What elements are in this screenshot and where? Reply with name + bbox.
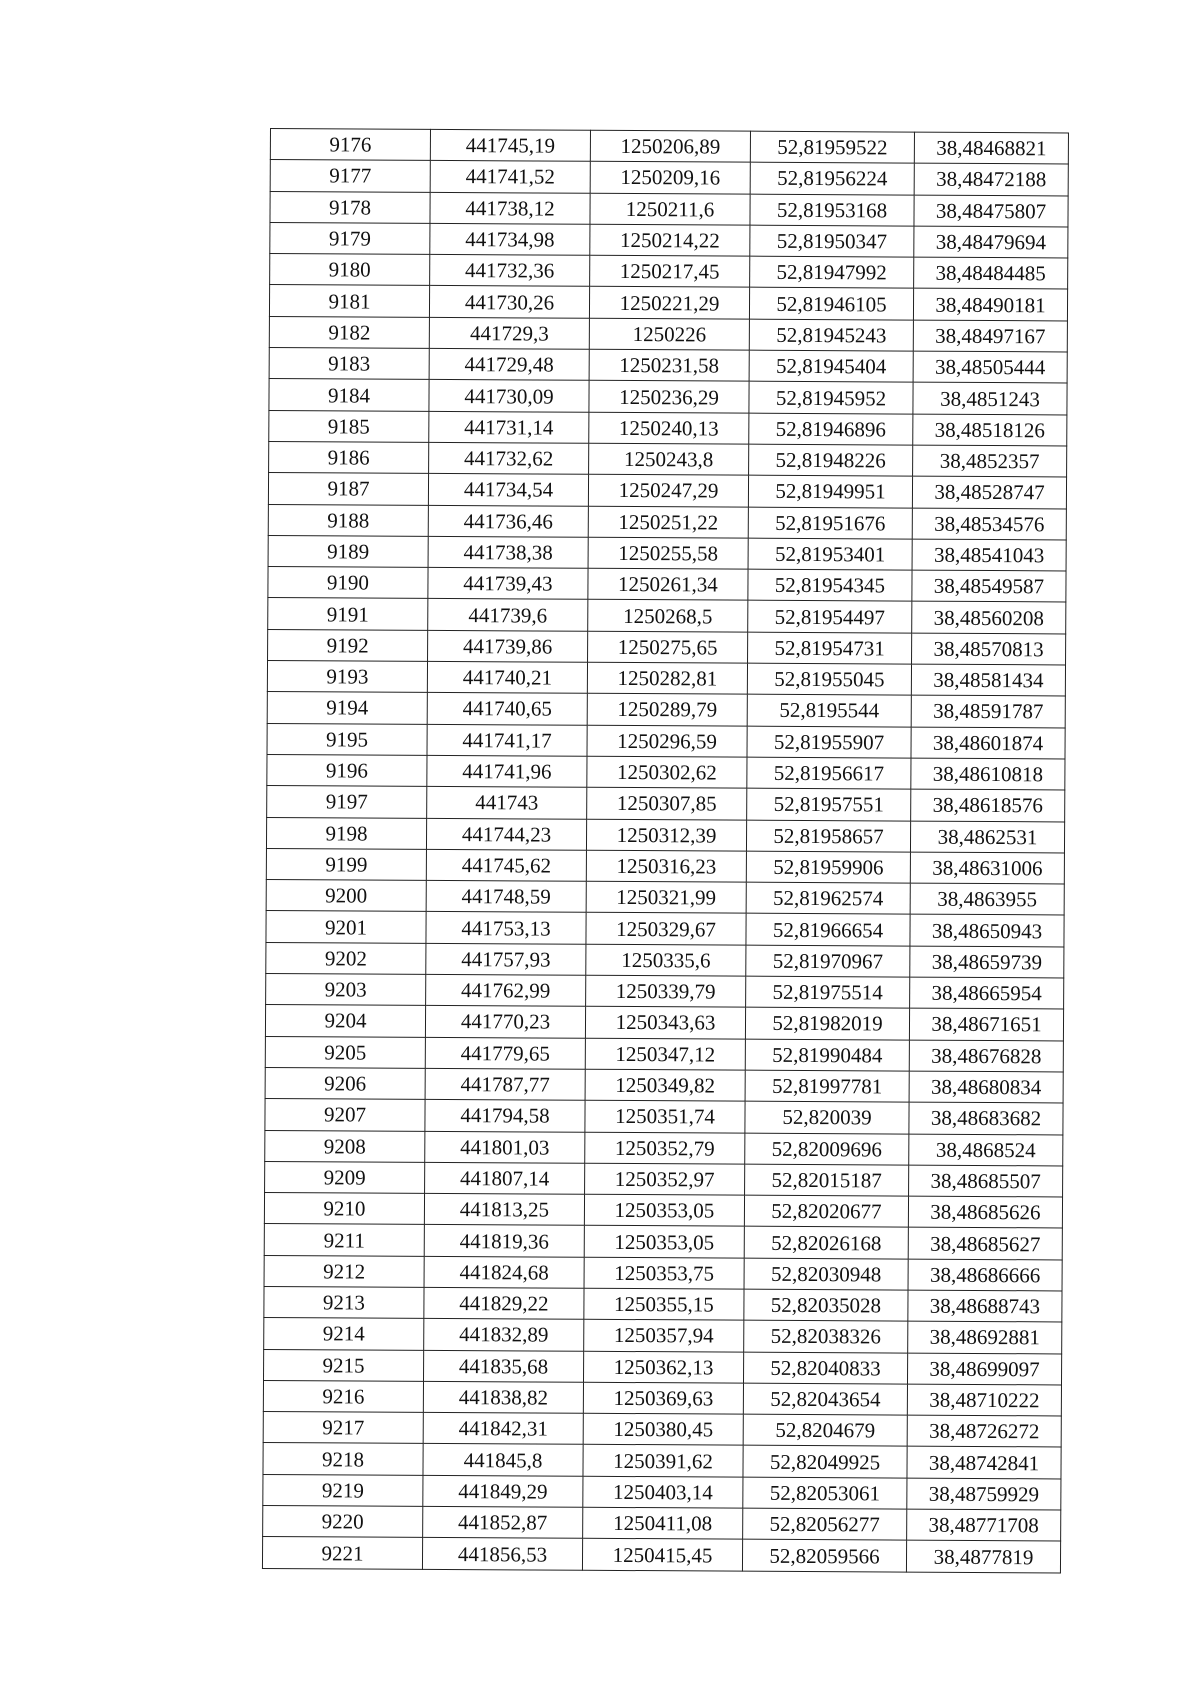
- point-number-cell: 9206: [265, 1067, 425, 1099]
- latitude-cell: 52,81955907: [747, 726, 911, 758]
- table-row: [264, 1224, 1062, 1260]
- x-coordinate-cell: 441739,86: [428, 630, 588, 662]
- latitude-cell: 52,81966654: [746, 914, 910, 946]
- y-coordinate-cell: 1250221,29: [589, 287, 749, 319]
- latitude-cell: 52,81957551: [747, 788, 911, 820]
- y-coordinate-cell: 1250329,67: [586, 913, 746, 945]
- latitude-cell: 52,81945404: [749, 350, 913, 382]
- latitude-cell: 52,82020677: [744, 1195, 908, 1227]
- latitude-cell: 52,81953401: [748, 538, 912, 570]
- y-coordinate-cell: 1250268,5: [588, 600, 748, 632]
- point-number-cell: 9195: [267, 723, 427, 755]
- latitude-cell: 52,81945952: [749, 382, 913, 414]
- point-number-cell: 9179: [270, 222, 430, 254]
- point-number-cell: 9189: [268, 535, 428, 567]
- longitude-cell: 38,48685626: [908, 1196, 1062, 1228]
- y-coordinate-cell: 1250240,13: [589, 412, 749, 444]
- table-row: [263, 1474, 1061, 1510]
- point-number-cell: 9221: [262, 1537, 422, 1569]
- point-number-cell: 9205: [265, 1036, 425, 1068]
- table-row: [264, 1349, 1062, 1385]
- y-coordinate-cell: 1250351,74: [585, 1100, 745, 1132]
- longitude-cell: 38,48665954: [910, 977, 1064, 1009]
- longitude-cell: 38,48601874: [911, 727, 1065, 759]
- point-number-cell: 9202: [266, 942, 426, 974]
- latitude-cell: 52,81990484: [745, 1039, 909, 1071]
- y-coordinate-cell: 1250282,81: [587, 662, 747, 694]
- point-number-cell: 9176: [270, 129, 430, 161]
- table-row: [265, 1161, 1063, 1197]
- point-number-cell: 9214: [264, 1318, 424, 1350]
- y-coordinate-cell: 1250411,08: [583, 1507, 743, 1539]
- y-coordinate-cell: 1250352,97: [585, 1163, 745, 1195]
- table-row: [266, 848, 1064, 884]
- point-number-cell: 9185: [269, 410, 429, 442]
- x-coordinate-cell: 441770,23: [425, 1006, 585, 1038]
- table-row: [264, 1193, 1062, 1229]
- x-coordinate-cell: 441739,6: [428, 599, 588, 631]
- point-number-cell: 9207: [265, 1099, 425, 1131]
- table-row: [268, 598, 1066, 634]
- table-row: [267, 661, 1065, 697]
- x-coordinate-cell: 441734,54: [428, 474, 588, 506]
- x-coordinate-cell: 441835,68: [424, 1350, 584, 1382]
- table-row: [269, 348, 1067, 384]
- y-coordinate-cell: 1250391,62: [583, 1445, 743, 1477]
- x-coordinate-cell: 441738,12: [430, 192, 590, 224]
- longitude-cell: 38,48688743: [908, 1290, 1062, 1322]
- longitude-cell: 38,48631006: [910, 852, 1064, 884]
- latitude-cell: 52,81955045: [747, 663, 911, 695]
- latitude-cell: 52,82040833: [743, 1352, 907, 1384]
- y-coordinate-cell: 1250226: [589, 318, 749, 350]
- y-coordinate-cell: 1250231,58: [589, 349, 749, 381]
- point-number-cell: 9208: [265, 1130, 425, 1162]
- latitude-cell: 52,81953168: [750, 194, 914, 226]
- table-row: [264, 1318, 1062, 1354]
- longitude-cell: 38,48560208: [912, 602, 1066, 634]
- y-coordinate-cell: 1250335,6: [586, 944, 746, 976]
- x-coordinate-cell: 441740,21: [427, 661, 587, 693]
- longitude-cell: 38,48497167: [913, 320, 1067, 352]
- latitude-cell: 52,82009696: [745, 1133, 909, 1165]
- table-row: [269, 410, 1067, 446]
- y-coordinate-cell: 1250251,22: [588, 506, 748, 538]
- longitude-cell: 38,48528747: [912, 476, 1066, 508]
- longitude-cell: 38,48610818: [911, 758, 1065, 790]
- latitude-cell: 52,81951676: [748, 507, 912, 539]
- x-coordinate-cell: 441849,29: [423, 1475, 583, 1507]
- y-coordinate-cell: 1250362,13: [584, 1351, 744, 1383]
- x-coordinate-cell: 441757,93: [426, 943, 586, 975]
- longitude-cell: 38,48549587: [912, 570, 1066, 602]
- point-number-cell: 9180: [270, 254, 430, 286]
- table-row: [267, 786, 1065, 822]
- table-row: [268, 567, 1066, 603]
- point-number-cell: 9190: [268, 567, 428, 599]
- x-coordinate-cell: 441745,62: [426, 849, 586, 881]
- y-coordinate-cell: 1250261,34: [588, 568, 748, 600]
- table-row: [269, 316, 1067, 352]
- longitude-cell: 38,48541043: [912, 539, 1066, 571]
- longitude-cell: 38,4868524: [909, 1134, 1063, 1166]
- longitude-cell: 38,4877819: [906, 1540, 1060, 1572]
- x-coordinate-cell: 441738,38: [428, 536, 588, 568]
- table-row: [269, 285, 1067, 321]
- x-coordinate-cell: 441732,36: [430, 255, 590, 287]
- point-number-cell: 9200: [266, 880, 426, 912]
- point-number-cell: 9203: [266, 974, 426, 1006]
- longitude-cell: 38,48676828: [909, 1040, 1063, 1072]
- table-row: [266, 880, 1064, 916]
- table-row: [265, 1036, 1063, 1072]
- longitude-cell: 38,48475807: [914, 195, 1068, 227]
- x-coordinate-cell: 441729,48: [429, 348, 589, 380]
- x-coordinate-cell: 441730,09: [429, 380, 589, 412]
- point-number-cell: 9210: [264, 1193, 424, 1225]
- longitude-cell: 38,48484485: [914, 257, 1068, 289]
- y-coordinate-cell: 1250211,6: [590, 193, 750, 225]
- table-row: [269, 441, 1067, 477]
- x-coordinate-cell: 441801,03: [425, 1131, 585, 1163]
- point-number-cell: 9183: [269, 348, 429, 380]
- latitude-cell: 52,82059566: [742, 1540, 906, 1572]
- latitude-cell: 52,81975514: [746, 976, 910, 1008]
- point-number-cell: 9215: [264, 1349, 424, 1381]
- y-coordinate-cell: 1250343,63: [585, 1007, 745, 1039]
- y-coordinate-cell: 1250321,99: [586, 881, 746, 913]
- y-coordinate-cell: 1250247,29: [588, 475, 748, 507]
- y-coordinate-cell: 1250214,22: [590, 224, 750, 256]
- y-coordinate-cell: 1250369,63: [583, 1382, 743, 1414]
- x-coordinate-cell: 441842,31: [423, 1413, 583, 1445]
- table-row: [270, 129, 1068, 165]
- latitude-cell: 52,82030948: [744, 1258, 908, 1290]
- table-row: [263, 1380, 1061, 1416]
- x-coordinate-cell: 441832,89: [424, 1319, 584, 1351]
- longitude-cell: 38,48671651: [909, 1008, 1063, 1040]
- x-coordinate-cell: 441740,65: [427, 693, 587, 725]
- y-coordinate-cell: 1250236,29: [589, 381, 749, 413]
- table-row: [264, 1255, 1062, 1291]
- x-coordinate-cell: 441779,65: [425, 1037, 585, 1069]
- point-number-cell: 9181: [269, 285, 429, 317]
- longitude-cell: 38,48726272: [907, 1415, 1061, 1447]
- y-coordinate-cell: 1250353,05: [584, 1194, 744, 1226]
- table-row: [266, 911, 1064, 947]
- y-coordinate-cell: 1250380,45: [583, 1413, 743, 1445]
- longitude-cell: 38,48490181: [913, 289, 1067, 321]
- latitude-cell: 52,82035028: [744, 1289, 908, 1321]
- point-number-cell: 9220: [263, 1506, 423, 1538]
- x-coordinate-cell: 441736,46: [428, 505, 588, 537]
- latitude-cell: 52,81948226: [749, 444, 913, 476]
- latitude-cell: 52,81954731: [748, 632, 912, 664]
- latitude-cell: 52,81954345: [748, 569, 912, 601]
- longitude-cell: 38,48570813: [912, 633, 1066, 665]
- latitude-cell: 52,81949951: [748, 475, 912, 507]
- longitude-cell: 38,4862531: [910, 821, 1064, 853]
- latitude-cell: 52,81950347: [750, 225, 914, 257]
- longitude-cell: 38,48518126: [913, 414, 1067, 446]
- table-row: [270, 160, 1068, 196]
- y-coordinate-cell: 1250353,05: [584, 1226, 744, 1258]
- y-coordinate-cell: 1250347,12: [585, 1038, 745, 1070]
- latitude-cell: 52,8204679: [743, 1414, 907, 1446]
- coordinates-table: [262, 128, 1069, 1573]
- table-row: [269, 379, 1067, 415]
- y-coordinate-cell: 1250355,15: [584, 1288, 744, 1320]
- latitude-cell: 52,81956617: [747, 757, 911, 789]
- table-row: [266, 817, 1064, 853]
- table-row: [266, 942, 1064, 978]
- table-row: [267, 692, 1065, 728]
- longitude-cell: 38,48683682: [909, 1102, 1063, 1134]
- x-coordinate-cell: 441838,82: [423, 1381, 583, 1413]
- point-number-cell: 9196: [267, 754, 427, 786]
- longitude-cell: 38,48618576: [911, 789, 1065, 821]
- x-coordinate-cell: 441787,77: [425, 1068, 585, 1100]
- longitude-cell: 38,48699097: [907, 1353, 1061, 1385]
- table-row: [263, 1506, 1061, 1542]
- latitude-cell: 52,81947992: [750, 256, 914, 288]
- point-number-cell: 9209: [265, 1161, 425, 1193]
- x-coordinate-cell: 441807,14: [425, 1162, 585, 1194]
- longitude-cell: 38,48742841: [907, 1447, 1061, 1479]
- x-coordinate-cell: 441856,53: [422, 1538, 582, 1570]
- longitude-cell: 38,48534576: [912, 508, 1066, 540]
- table-row: [267, 754, 1065, 790]
- table-row: [265, 1067, 1063, 1103]
- x-coordinate-cell: 441744,23: [426, 818, 586, 850]
- longitude-cell: 38,48686666: [908, 1259, 1062, 1291]
- latitude-cell: 52,81962574: [746, 882, 910, 914]
- x-coordinate-cell: 441845,8: [423, 1444, 583, 1476]
- x-coordinate-cell: 441813,25: [424, 1193, 584, 1225]
- y-coordinate-cell: 1250255,58: [588, 537, 748, 569]
- point-number-cell: 9216: [263, 1380, 423, 1412]
- x-coordinate-cell: 441745,19: [430, 129, 590, 161]
- point-number-cell: 9177: [270, 160, 430, 192]
- longitude-cell: 38,48692881: [908, 1321, 1062, 1353]
- x-coordinate-cell: 441739,43: [428, 568, 588, 600]
- x-coordinate-cell: 441852,87: [423, 1506, 583, 1538]
- y-coordinate-cell: 1250415,45: [582, 1539, 742, 1571]
- latitude-cell: 52,8195544: [747, 695, 911, 727]
- x-coordinate-cell: 441732,62: [429, 442, 589, 474]
- longitude-cell: 38,48710222: [907, 1384, 1061, 1416]
- longitude-cell: 38,48680834: [909, 1071, 1063, 1103]
- latitude-cell: 52,81958657: [746, 820, 910, 852]
- table-row: [265, 1130, 1063, 1166]
- point-number-cell: 9186: [269, 441, 429, 473]
- table-row: [268, 504, 1066, 540]
- table-row: [265, 1005, 1063, 1041]
- longitude-cell: 38,48468821: [914, 132, 1068, 164]
- y-coordinate-cell: 1250352,79: [585, 1132, 745, 1164]
- latitude-cell: 52,82043654: [743, 1383, 907, 1415]
- longitude-cell: 38,48591787: [911, 695, 1065, 727]
- longitude-cell: 38,4851243: [913, 382, 1067, 414]
- point-number-cell: 9188: [268, 504, 428, 536]
- point-number-cell: 9201: [266, 911, 426, 943]
- latitude-cell: 52,81945243: [749, 319, 913, 351]
- y-coordinate-cell: 1250275,65: [588, 631, 748, 663]
- longitude-cell: 38,48650943: [910, 915, 1064, 947]
- table-row: [270, 191, 1068, 227]
- x-coordinate-cell: 441730,26: [429, 286, 589, 318]
- longitude-cell: 38,4852357: [913, 445, 1067, 477]
- latitude-cell: 52,81946105: [749, 288, 913, 320]
- x-coordinate-cell: 441743: [427, 787, 587, 819]
- x-coordinate-cell: 441762,99: [426, 974, 586, 1006]
- point-number-cell: 9184: [269, 379, 429, 411]
- point-number-cell: 9191: [268, 598, 428, 630]
- table-row: [270, 254, 1068, 290]
- longitude-cell: 38,48581434: [911, 664, 1065, 696]
- longitude-cell: 38,48505444: [913, 351, 1067, 383]
- latitude-cell: 52,820039: [745, 1101, 909, 1133]
- latitude-cell: 52,81959522: [750, 131, 914, 163]
- latitude-cell: 52,82053061: [743, 1477, 907, 1509]
- x-coordinate-cell: 441829,22: [424, 1287, 584, 1319]
- table-row: [268, 473, 1066, 509]
- x-coordinate-cell: 441741,52: [430, 161, 590, 193]
- y-coordinate-cell: 1250296,59: [587, 725, 747, 757]
- table-row: [262, 1537, 1060, 1573]
- y-coordinate-cell: 1250357,94: [584, 1320, 744, 1352]
- y-coordinate-cell: 1250289,79: [587, 694, 747, 726]
- point-number-cell: 9219: [263, 1474, 423, 1506]
- latitude-cell: 52,81946896: [749, 413, 913, 445]
- point-number-cell: 9212: [264, 1255, 424, 1287]
- table-row: [270, 222, 1068, 258]
- point-number-cell: 9182: [269, 316, 429, 348]
- x-coordinate-cell: 441794,58: [425, 1100, 585, 1132]
- y-coordinate-cell: 1250206,89: [590, 130, 750, 162]
- point-number-cell: 9217: [263, 1412, 423, 1444]
- longitude-cell: 38,48759929: [907, 1478, 1061, 1510]
- longitude-cell: 38,48685627: [908, 1227, 1062, 1259]
- latitude-cell: 52,81970967: [746, 945, 910, 977]
- latitude-cell: 52,82015187: [745, 1164, 909, 1196]
- x-coordinate-cell: 441731,14: [429, 411, 589, 443]
- latitude-cell: 52,81997781: [745, 1070, 909, 1102]
- y-coordinate-cell: 1250302,62: [587, 756, 747, 788]
- table-row: [268, 535, 1066, 571]
- y-coordinate-cell: 1250243,8: [589, 443, 749, 475]
- y-coordinate-cell: 1250217,45: [590, 255, 750, 287]
- latitude-cell: 52,82026168: [744, 1227, 908, 1259]
- latitude-cell: 52,81959906: [746, 851, 910, 883]
- table-row: [265, 1099, 1063, 1135]
- latitude-cell: 52,81954497: [748, 601, 912, 633]
- longitude-cell: 38,4863955: [910, 883, 1064, 915]
- longitude-cell: 38,48472188: [914, 163, 1068, 195]
- table-row: [268, 629, 1066, 665]
- y-coordinate-cell: 1250209,16: [590, 162, 750, 194]
- x-coordinate-cell: 441824,68: [424, 1256, 584, 1288]
- y-coordinate-cell: 1250312,39: [586, 819, 746, 851]
- point-number-cell: 9187: [268, 473, 428, 505]
- y-coordinate-cell: 1250353,75: [584, 1257, 744, 1289]
- table-row: [264, 1286, 1062, 1322]
- y-coordinate-cell: 1250403,14: [583, 1476, 743, 1508]
- point-number-cell: 9194: [267, 692, 427, 724]
- latitude-cell: 52,82038326: [744, 1320, 908, 1352]
- latitude-cell: 52,81956224: [750, 162, 914, 194]
- point-number-cell: 9193: [267, 661, 427, 693]
- point-number-cell: 9199: [266, 848, 426, 880]
- table-row: [263, 1412, 1061, 1448]
- longitude-cell: 38,48479694: [914, 226, 1068, 258]
- point-number-cell: 9192: [268, 629, 428, 661]
- y-coordinate-cell: 1250349,82: [585, 1069, 745, 1101]
- x-coordinate-cell: 441819,36: [424, 1225, 584, 1257]
- table-row: [267, 723, 1065, 759]
- point-number-cell: 9198: [266, 817, 426, 849]
- x-coordinate-cell: 441748,59: [426, 881, 586, 913]
- latitude-cell: 52,82056277: [743, 1508, 907, 1540]
- x-coordinate-cell: 441741,17: [427, 724, 587, 756]
- x-coordinate-cell: 441729,3: [429, 317, 589, 349]
- y-coordinate-cell: 1250316,23: [586, 850, 746, 882]
- x-coordinate-cell: 441741,96: [427, 755, 587, 787]
- point-number-cell: 9211: [264, 1224, 424, 1256]
- coordinates-table-body: [262, 129, 1068, 1573]
- point-number-cell: 9204: [265, 1005, 425, 1037]
- table-row: [263, 1443, 1061, 1479]
- longitude-cell: 38,48659739: [910, 946, 1064, 978]
- y-coordinate-cell: 1250339,79: [586, 975, 746, 1007]
- latitude-cell: 52,82049925: [743, 1446, 907, 1478]
- point-number-cell: 9197: [267, 786, 427, 818]
- x-coordinate-cell: 441753,13: [426, 912, 586, 944]
- y-coordinate-cell: 1250307,85: [587, 788, 747, 820]
- point-number-cell: 9178: [270, 191, 430, 223]
- table-row: [266, 974, 1064, 1010]
- x-coordinate-cell: 441734,98: [430, 223, 590, 255]
- longitude-cell: 38,48771708: [907, 1509, 1061, 1541]
- latitude-cell: 52,81982019: [745, 1007, 909, 1039]
- point-number-cell: 9213: [264, 1286, 424, 1318]
- longitude-cell: 38,48685507: [909, 1165, 1063, 1197]
- point-number-cell: 9218: [263, 1443, 423, 1475]
